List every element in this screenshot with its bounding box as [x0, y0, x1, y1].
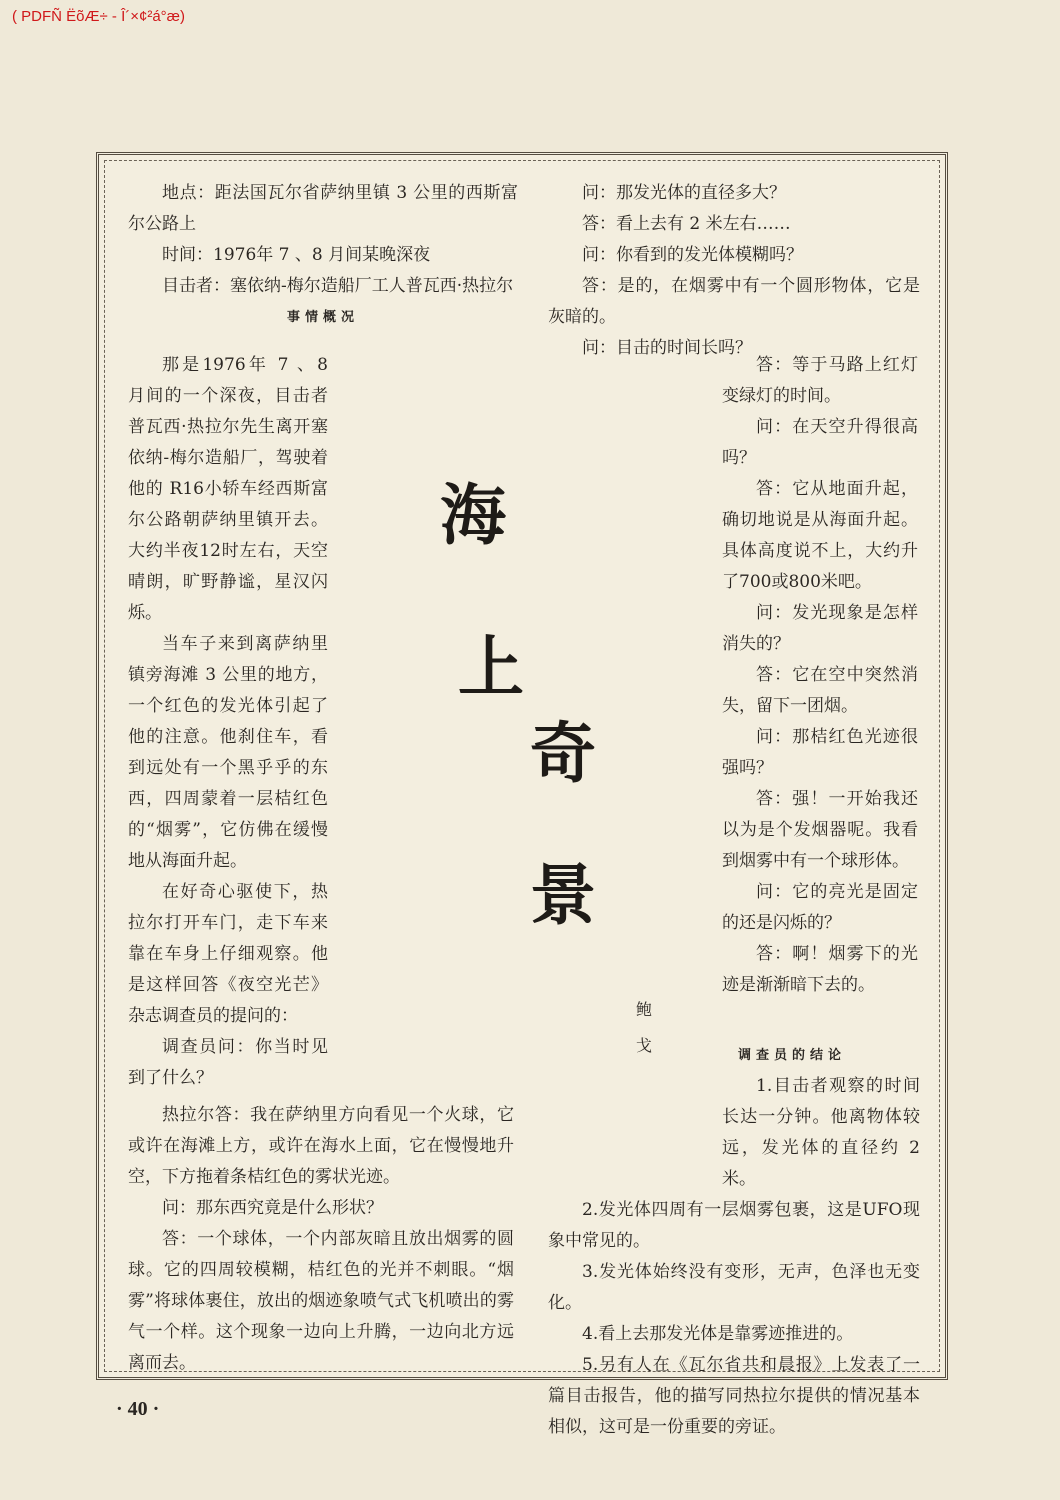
conclusion-item: 5.另有人在《瓦尔省共和晨报》上发表了一篇目击报告，他的描写同热拉尔提供的情况基本相似，这可是一份重要的旁证。 [548, 1355, 920, 1437]
paragraph: 问：那东西究竟是什么形状？ [162, 1198, 383, 1218]
title-char: 上 [458, 628, 524, 706]
paragraph: 热拉尔答：我在萨纳里方向看见一个火球，它或许在海滩上方，或许在海水上面，它在慢慢地升空，下方拖着条桔红色的雾状光迹。 [128, 1105, 514, 1187]
conclusion-item: 1.目击者观察的时间长达一分钟。他离物体较远，发光体的直径约 2 米。 [722, 1076, 920, 1189]
paragraph: 问：它的亮光是固定的还是闪烁的？ [722, 882, 918, 933]
witness-line: 目击者：塞依纳-梅尔造船厂工人普瓦西·热拉尔 [162, 276, 514, 296]
paragraph: 答：它在空中突然消失，留下一团烟。 [722, 665, 918, 716]
paragraph: 答：等于马路上红灯变绿灯的时间。 [722, 355, 918, 406]
title-char: 海 [440, 476, 506, 554]
title-char: 景 [530, 856, 596, 934]
watermark-text: ( PDFÑ ËõÆ÷ - Î´×¢²á°æ) [12, 8, 186, 25]
paragraph: 问：发光现象是怎样消失的？ [722, 603, 918, 654]
author-char: 鲍 [636, 1000, 653, 1019]
paragraph: 答：看上去有 2 米左右…… [582, 214, 791, 234]
left-narrow-column [128, 350, 328, 1094]
paragraph: 答：一个球体，一个内部灰暗且放出烟雾的圆球。它的四周较模糊，桔红色的光并不刺眼。“烟雾”将球体裹住，放出的烟迹象喷气式飞机喷出的雾气一个样。这个现象一边向上升腾，一边向北方远离而去。 [128, 1229, 514, 1373]
title-char: 奇 [530, 714, 596, 792]
conclusion-item: 2.发光体四周有一层烟雾包裹，这是UFO现象中常见的。 [548, 1200, 920, 1251]
paragraph: 问：在天空升得很高吗？ [722, 417, 918, 468]
paragraph: 答：它从地面升起，确切地说是从海面升起。具体高度说不上，大约升了700或800米吧。 [722, 479, 918, 592]
paragraph: 问：你看到的发光体模糊吗？ [582, 245, 803, 265]
paragraph: 答：强！一开始我还以为是个发烟器呢。我看到烟雾中有一个球形体。 [722, 789, 918, 871]
paragraph: 问：那发光体的直径多大？ [582, 183, 786, 203]
location-line: 地点：距法国瓦尔省萨纳里镇 3 公里的西斯富尔公路上 [128, 183, 518, 234]
conclusion-item: 3.发光体始终没有变形，无声，色泽也无变化。 [548, 1262, 920, 1313]
paragraph: 那是1976年 7 、8 月间的一个深夜，目击者普瓦西·热拉尔先生离开塞依纳-梅尔造船厂，驾驶着他的 R16小轿车经西斯富尔公路朝萨纳里镇开去。大约半夜12时左右，天空晴朗，旷野静谧，星汉闪烁。 [128, 355, 328, 623]
right-top-column [548, 178, 920, 364]
paragraph: 当车子来到离萨纳里镇旁海滩 3 公里的地方，一个红色的发光体引起了他的注意。他刹住车，看到远处有一个黑乎乎的东西，四周蒙着一层桔红色的“烟雾”，它仿佛在缓慢地从海面升起。 [128, 634, 328, 871]
paragraph: 问：那桔红色光迹很强吗？ [722, 727, 918, 778]
paragraph: 调查员问：你当时见到了什么？ [128, 1037, 328, 1088]
article-header-block [128, 178, 518, 333]
right-narrow-column [722, 350, 918, 1001]
section-heading-conclusion: 调查员的结论 [738, 1048, 847, 1063]
left-bottom-column [128, 1100, 514, 1379]
time-line: 时间：1976年 7 、8 月间某晚深夜 [162, 245, 431, 265]
conclusion-column [548, 1040, 920, 1443]
section-heading-summary: 事情概况 [286, 310, 359, 325]
conclusion-item: 4.看上去那发光体是靠雾迹推进的。 [582, 1324, 854, 1344]
paragraph: 答：啊！烟雾下的光迹是渐渐暗下去的。 [722, 944, 918, 995]
paragraph: 在好奇心驱使下，热拉尔打开车门，走下车来靠在车身上仔细观察。他是这样回答《夜空光芒》杂志调查员的提问的： [128, 882, 328, 1026]
author-char: 戈 [636, 1036, 653, 1055]
paragraph: 答：是的，在烟雾中有一个圆形物体，它是灰暗的。 [548, 276, 920, 327]
page-number: · 40 · [116, 1398, 160, 1420]
paragraph: 问：目击的时间长吗？ [582, 338, 752, 358]
